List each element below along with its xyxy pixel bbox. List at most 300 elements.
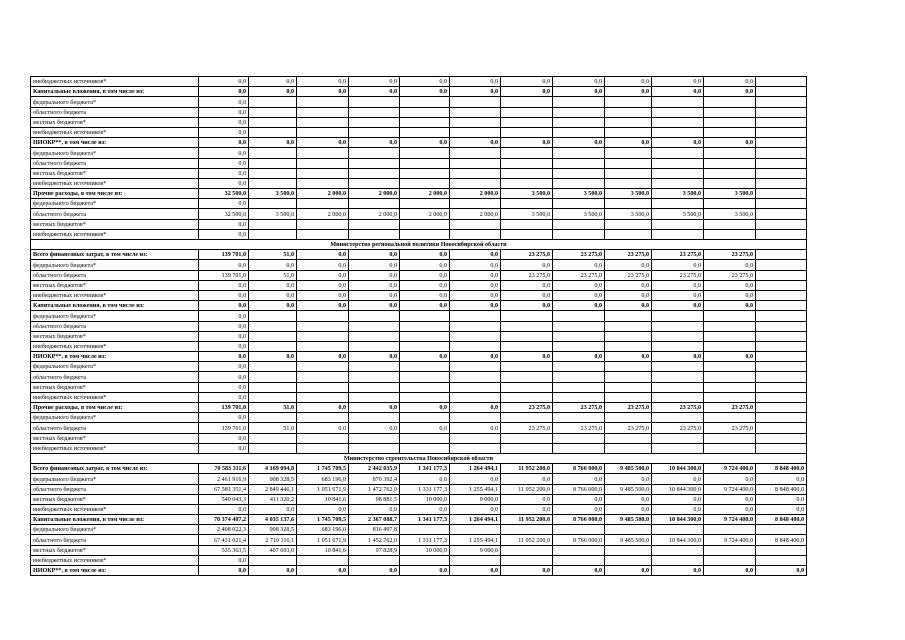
value-cell (704, 117, 756, 127)
table-row (31, 127, 807, 137)
value-cell (249, 229, 297, 239)
value-cell (605, 107, 652, 117)
table-row (31, 504, 807, 514)
row-label: НИОКР**, в том числе из: (31, 352, 199, 362)
value-cell (756, 158, 807, 168)
value-cell: 0,0 (553, 352, 605, 362)
row-label: областного бюджета (31, 158, 199, 168)
value-cell (756, 280, 807, 290)
value-cell: 0,0 (553, 138, 605, 148)
value-cell: 97 828,9 (349, 545, 400, 555)
value-cell (400, 178, 450, 188)
value-cell: 908 328,5 (249, 474, 297, 484)
value-cell (652, 372, 704, 382)
value-cell: 0,0 (605, 301, 652, 311)
value-cell: 8 766 000,0 (553, 535, 605, 545)
value-cell: 139 701,0 (199, 403, 249, 413)
value-cell (756, 362, 807, 372)
value-cell: 0,0 (249, 138, 297, 148)
row-label: местных бюджетов* (31, 168, 199, 178)
value-cell (501, 362, 553, 372)
value-cell: 9 724 400,0 (704, 484, 756, 494)
value-cell: 0,0 (450, 260, 501, 270)
value-cell: 0,0 (199, 117, 249, 127)
value-cell: 0,0 (349, 290, 400, 300)
value-cell: 10 841,6 (297, 494, 349, 504)
value-cell (704, 229, 756, 239)
value-cell: 0,0 (605, 77, 652, 87)
value-cell (652, 413, 704, 423)
value-cell: 0,0 (297, 504, 349, 514)
value-cell (652, 433, 704, 443)
value-cell: 11 952 200,0 (501, 484, 553, 494)
value-cell (652, 443, 704, 453)
row-label: Всего финансовых затрат, в том числе из: (31, 250, 199, 260)
table-row (31, 321, 807, 331)
value-cell: 11 952 200,0 (501, 464, 553, 474)
value-cell: 0,0 (199, 178, 249, 188)
value-cell: 0,0 (652, 494, 704, 504)
value-cell (249, 178, 297, 188)
table-row (31, 423, 807, 433)
value-cell (652, 97, 704, 107)
value-cell: 3 500,0 (704, 189, 756, 199)
value-cell: 0,0 (199, 443, 249, 453)
value-cell: 1 452 762,0 (349, 535, 400, 545)
row-label: внебюджетных источников* (31, 290, 199, 300)
value-cell: 0,0 (249, 301, 297, 311)
value-cell: 9 000,0 (450, 494, 501, 504)
value-cell (297, 362, 349, 372)
row-label: федерального бюджета* (31, 474, 199, 484)
table-row (31, 107, 807, 117)
value-cell: 0,0 (553, 494, 605, 504)
value-cell (652, 525, 704, 535)
value-cell (249, 97, 297, 107)
value-cell: 8 848 400,0 (756, 515, 807, 525)
value-cell (249, 433, 297, 443)
value-cell (400, 311, 450, 321)
value-cell: 0,0 (199, 321, 249, 331)
value-cell (249, 341, 297, 351)
value-cell (501, 107, 553, 117)
value-cell (450, 413, 501, 423)
value-cell (349, 229, 400, 239)
value-cell (400, 127, 450, 137)
value-cell: 0,0 (199, 504, 249, 514)
value-cell: 0,0 (450, 250, 501, 260)
row-label: областного бюджета (31, 372, 199, 382)
value-cell: 0,0 (199, 148, 249, 158)
value-cell (349, 341, 400, 351)
value-cell (553, 148, 605, 158)
value-cell: 0,0 (297, 77, 349, 87)
value-cell (553, 311, 605, 321)
value-cell: 0,0 (553, 290, 605, 300)
value-cell: 0,0 (704, 138, 756, 148)
value-cell: 0,0 (400, 138, 450, 148)
row-label: внебюджетных источников* (31, 229, 199, 239)
value-cell: 0,0 (450, 138, 501, 148)
value-cell: 1 264 494,1 (450, 464, 501, 474)
value-cell: 2 000,0 (400, 189, 450, 199)
value-cell: 139 701,0 (199, 270, 249, 280)
row-label: внебюджетных источников* (31, 178, 199, 188)
value-cell (652, 341, 704, 351)
value-cell (249, 158, 297, 168)
value-cell (501, 199, 553, 209)
table-row (31, 474, 807, 484)
value-cell (756, 117, 807, 127)
value-cell: 0,0 (199, 168, 249, 178)
table-row (31, 443, 807, 453)
table-row (31, 341, 807, 351)
table-row (31, 219, 807, 229)
value-cell (704, 178, 756, 188)
value-cell: 0,0 (756, 566, 807, 576)
value-cell: 23 275,0 (652, 270, 704, 280)
table-row (31, 494, 807, 504)
value-cell: 0,0 (199, 199, 249, 209)
value-cell: 0,0 (553, 260, 605, 270)
value-cell: 0,0 (553, 280, 605, 290)
value-cell (297, 199, 349, 209)
value-cell: 0,0 (249, 77, 297, 87)
value-cell (501, 311, 553, 321)
table-row (31, 77, 807, 87)
value-cell (756, 372, 807, 382)
value-cell: 0,0 (199, 77, 249, 87)
value-cell: 0,0 (249, 87, 297, 97)
value-cell: 0,0 (297, 352, 349, 362)
value-cell (605, 117, 652, 127)
row-label: НИОКР**, в том числе из: (31, 138, 199, 148)
value-cell: 0,0 (553, 504, 605, 514)
value-cell: 0,0 (249, 290, 297, 300)
value-cell (605, 413, 652, 423)
value-cell: 0,0 (400, 474, 450, 484)
value-cell (704, 168, 756, 178)
value-cell (756, 301, 807, 311)
value-cell (297, 443, 349, 453)
value-cell: 10 844 300,0 (652, 535, 704, 545)
row-label: местных бюджетов* (31, 382, 199, 392)
table-row (31, 566, 807, 576)
value-cell (400, 158, 450, 168)
value-cell (553, 341, 605, 351)
value-cell: 0,0 (501, 280, 553, 290)
value-cell (349, 443, 400, 453)
value-cell (605, 555, 652, 565)
value-cell (249, 382, 297, 392)
value-cell: 0,0 (450, 77, 501, 87)
value-cell (450, 117, 501, 127)
value-cell (400, 229, 450, 239)
value-cell (297, 178, 349, 188)
value-cell (400, 525, 450, 535)
value-cell (704, 341, 756, 351)
value-cell (756, 138, 807, 148)
value-cell: 0,0 (652, 504, 704, 514)
value-cell (756, 229, 807, 239)
value-cell (249, 311, 297, 321)
value-cell: 23 275,0 (553, 423, 605, 433)
value-cell: 0,0 (249, 352, 297, 362)
value-cell: 0,0 (199, 352, 249, 362)
value-cell: 1 331 177,3 (400, 484, 450, 494)
value-cell (704, 382, 756, 392)
value-cell: 870 392,4 (349, 474, 400, 484)
value-cell: 0,0 (553, 77, 605, 87)
value-cell (297, 107, 349, 117)
value-cell: 0,0 (450, 423, 501, 433)
value-cell: 3 500,0 (605, 209, 652, 219)
table-row (31, 209, 807, 219)
value-cell (249, 321, 297, 331)
value-cell (652, 229, 704, 239)
value-cell: 0,0 (199, 372, 249, 382)
value-cell: 0,0 (249, 504, 297, 514)
value-cell (553, 443, 605, 453)
value-cell (605, 168, 652, 178)
value-cell: 0,0 (450, 504, 501, 514)
value-cell: 0,0 (605, 504, 652, 514)
value-cell (400, 107, 450, 117)
value-cell (756, 525, 807, 535)
value-cell: 3 500,0 (652, 209, 704, 219)
value-cell: 3 500,0 (553, 209, 605, 219)
value-cell: 908 328,5 (249, 525, 297, 535)
value-cell: 0,0 (400, 290, 450, 300)
value-cell (400, 392, 450, 402)
value-cell: 0,0 (704, 301, 756, 311)
value-cell (704, 148, 756, 158)
value-cell (553, 219, 605, 229)
row-label: федерального бюджета* (31, 97, 199, 107)
value-cell (704, 97, 756, 107)
value-cell: 0,0 (349, 270, 400, 280)
table-row (31, 372, 807, 382)
value-cell (652, 331, 704, 341)
value-cell (704, 219, 756, 229)
value-cell: 0,0 (199, 107, 249, 117)
value-cell (605, 219, 652, 229)
table-row (31, 352, 807, 362)
value-cell: 2 000,0 (297, 209, 349, 219)
value-cell: 2 000,0 (297, 189, 349, 199)
value-cell (450, 311, 501, 321)
value-cell: 1 255 494,1 (450, 484, 501, 494)
value-cell: 23 275,0 (605, 423, 652, 433)
value-cell: 0,0 (704, 260, 756, 270)
value-cell: 0,0 (297, 270, 349, 280)
value-cell (704, 107, 756, 117)
value-cell (249, 168, 297, 178)
value-cell: 0,0 (400, 423, 450, 433)
value-cell (756, 87, 807, 97)
value-cell: 9 485 500,0 (605, 535, 652, 545)
value-cell: 0,0 (450, 474, 501, 484)
value-cell: 8 848 400,0 (756, 535, 807, 545)
value-cell: 0,0 (349, 301, 400, 311)
value-cell: 0,0 (501, 77, 553, 87)
row-label: федерального бюджета* (31, 311, 199, 321)
table-row (31, 178, 807, 188)
row-label: Прочие расходы, в том числе из: (31, 403, 199, 413)
value-cell (652, 168, 704, 178)
value-cell (249, 392, 297, 402)
value-cell: 0,0 (400, 352, 450, 362)
value-cell (297, 372, 349, 382)
value-cell: 0,0 (349, 87, 400, 97)
value-cell: 0,0 (349, 504, 400, 514)
value-cell: 0,0 (400, 301, 450, 311)
value-cell: 23 275,0 (605, 270, 652, 280)
value-cell (349, 372, 400, 382)
value-cell: 0,0 (349, 352, 400, 362)
value-cell (553, 178, 605, 188)
value-cell: 70 374 407,2 (199, 515, 249, 525)
value-cell (349, 158, 400, 168)
value-cell (297, 117, 349, 127)
row-label: Всего финансовых затрат, в том числе из: (31, 464, 199, 474)
value-cell (249, 362, 297, 372)
value-cell (400, 555, 450, 565)
value-cell: 0,0 (605, 566, 652, 576)
value-cell (400, 168, 450, 178)
value-cell (605, 148, 652, 158)
value-cell (605, 97, 652, 107)
value-cell (605, 382, 652, 392)
value-cell (553, 168, 605, 178)
value-cell: 0,0 (652, 260, 704, 270)
value-cell: 139 701,0 (199, 250, 249, 260)
value-cell (501, 219, 553, 229)
value-cell (704, 311, 756, 321)
value-cell: 1 472 762,0 (349, 484, 400, 494)
row-label: Капитальные вложения, в том числе из: (31, 87, 199, 97)
value-cell (756, 423, 807, 433)
value-cell: 23 275,0 (501, 250, 553, 260)
value-cell (553, 97, 605, 107)
value-cell (450, 392, 501, 402)
value-cell: 0,0 (199, 97, 249, 107)
value-cell: 0,0 (249, 280, 297, 290)
value-cell (349, 168, 400, 178)
value-cell: 0,0 (501, 352, 553, 362)
value-cell: 23 275,0 (605, 403, 652, 413)
value-cell: 8 766 000,0 (553, 484, 605, 494)
value-cell: 0,0 (199, 138, 249, 148)
value-cell: 0,0 (297, 423, 349, 433)
value-cell (450, 168, 501, 178)
table-row (31, 545, 807, 555)
value-cell: 0,0 (756, 494, 807, 504)
value-cell (450, 362, 501, 372)
value-cell (450, 97, 501, 107)
value-cell (297, 219, 349, 229)
value-cell: 0,0 (199, 280, 249, 290)
value-cell: 0,0 (605, 352, 652, 362)
value-cell (450, 555, 501, 565)
value-cell (756, 311, 807, 321)
value-cell (652, 382, 704, 392)
value-cell (297, 97, 349, 107)
value-cell: 23 275,0 (652, 403, 704, 413)
value-cell: 2 408 022,3 (199, 525, 249, 535)
row-label: федерального бюджета* (31, 413, 199, 423)
table-row (31, 382, 807, 392)
table-row (31, 138, 807, 148)
value-cell (450, 321, 501, 331)
value-cell: 0,0 (199, 127, 249, 137)
value-cell: 0,0 (501, 260, 553, 270)
value-cell: 0,0 (297, 138, 349, 148)
value-cell (450, 433, 501, 443)
value-cell: 0,0 (605, 280, 652, 290)
value-cell (297, 148, 349, 158)
value-cell (297, 331, 349, 341)
table-row (31, 331, 807, 341)
value-cell (450, 178, 501, 188)
value-cell (605, 525, 652, 535)
value-cell: 0,0 (199, 566, 249, 576)
value-cell: 0,0 (199, 382, 249, 392)
value-cell (756, 433, 807, 443)
value-cell: 0,0 (450, 87, 501, 97)
value-cell: 0,0 (199, 260, 249, 270)
value-cell: 11 952 200,0 (501, 535, 553, 545)
value-cell (553, 117, 605, 127)
value-cell: 0,0 (704, 474, 756, 484)
row-label: областного бюджета (31, 484, 199, 494)
section-header-row (31, 453, 807, 463)
value-cell: 407 693,0 (249, 545, 297, 555)
value-cell (297, 168, 349, 178)
value-cell (297, 555, 349, 565)
value-cell: 10 844 300,0 (652, 515, 704, 525)
value-cell: 51,0 (249, 250, 297, 260)
value-cell: 3 500,0 (704, 209, 756, 219)
value-cell: 0,0 (199, 158, 249, 168)
value-cell (501, 117, 553, 127)
value-cell (652, 178, 704, 188)
value-cell (450, 127, 501, 137)
value-cell (605, 362, 652, 372)
value-cell: 0,0 (501, 504, 553, 514)
value-cell (756, 97, 807, 107)
table-row (31, 97, 807, 107)
value-cell: 23 275,0 (501, 403, 553, 413)
value-cell: 0,0 (199, 362, 249, 372)
value-cell (450, 199, 501, 209)
value-cell (605, 341, 652, 351)
value-cell: 23 275,0 (704, 403, 756, 413)
table-row (31, 189, 807, 199)
value-cell (756, 250, 807, 260)
value-cell (756, 260, 807, 270)
table-row (31, 555, 807, 565)
value-cell: 0,0 (652, 290, 704, 300)
table-row (31, 199, 807, 209)
value-cell: 0,0 (400, 270, 450, 280)
value-cell (553, 362, 605, 372)
value-cell (450, 229, 501, 239)
value-cell: 0,0 (704, 566, 756, 576)
value-cell: 0,0 (400, 566, 450, 576)
row-label: федерального бюджета* (31, 199, 199, 209)
value-cell (756, 148, 807, 158)
